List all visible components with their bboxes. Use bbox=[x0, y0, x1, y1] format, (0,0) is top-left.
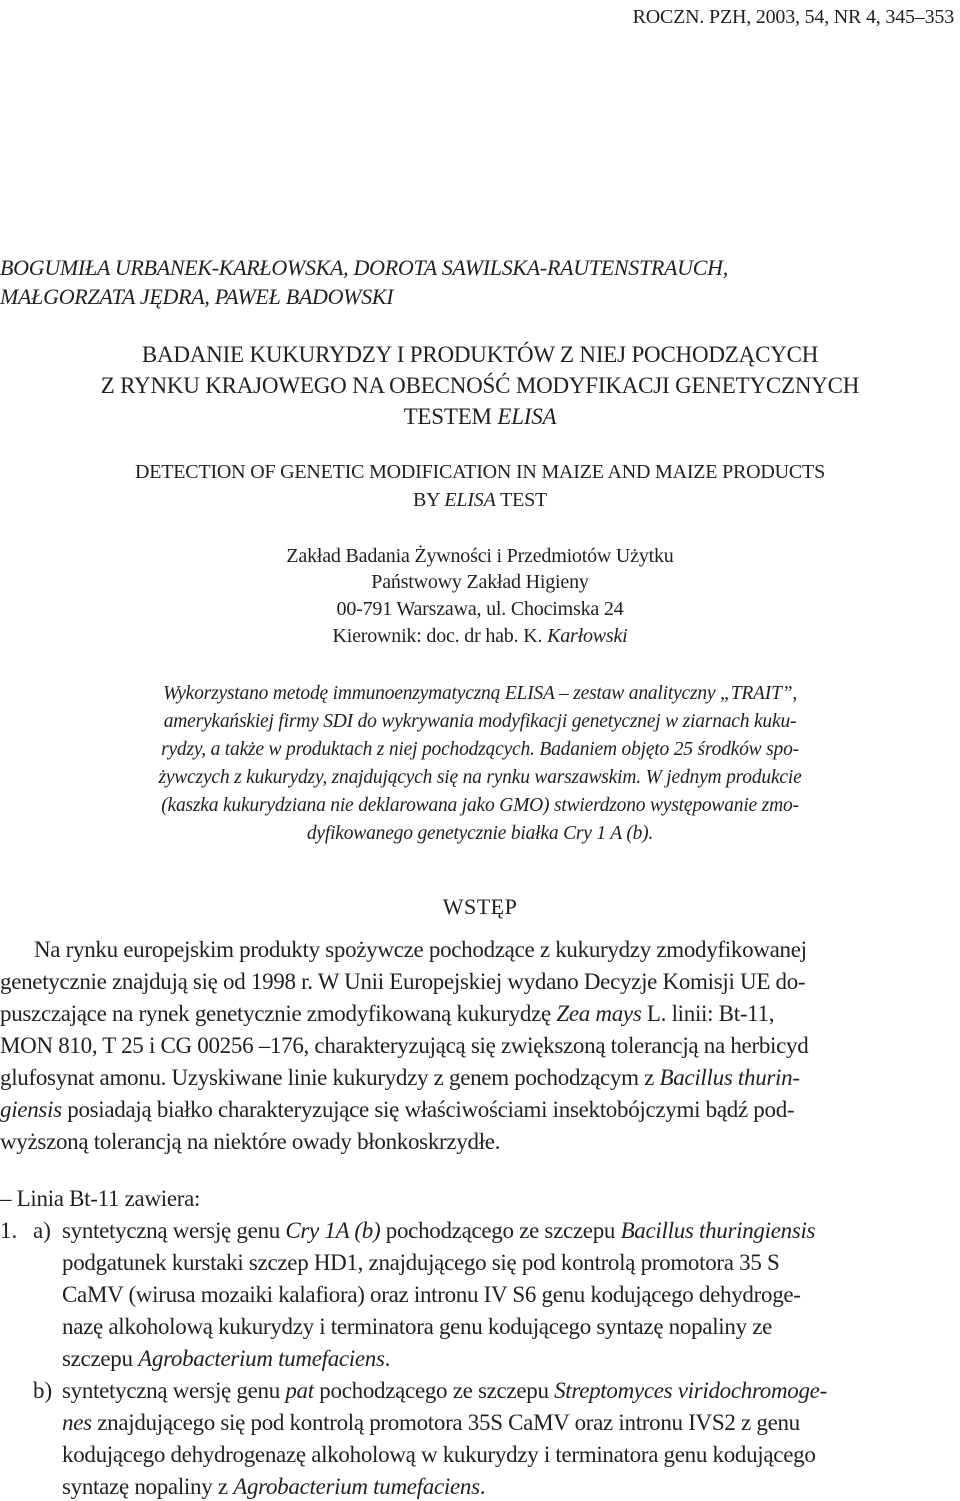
abstract-line-1: Wykorzystano metodę immunoenzymatyczną ELISA – zestaw analityczny „TRAIT”, bbox=[162, 683, 798, 704]
list-b-2b: znajdującego się pod kontrolą promotora 35S CaMV oraz intronu IVS2 z genu bbox=[91, 1410, 800, 1435]
intro-line-5 bbox=[0, 1065, 800, 1091]
authors-line-1: BOGUMIŁA URBANEK-KARŁOWSKA, DOROTA SAWILSKA-RAUTENSTRAUCH, bbox=[0, 255, 728, 280]
list-intro: – Linia Bt-11 zawiera: bbox=[0, 1186, 201, 1211]
list-a-line-4: nazę alkoholową kukurydzy i terminatora genu kodującego syntazę nopaliny ze bbox=[62, 1314, 773, 1339]
title-en-by: BY bbox=[412, 489, 445, 511]
list-b-pat: pat bbox=[285, 1378, 314, 1403]
abstract-line-6: dyfikowanego genetycznie białka Cry 1 A (b). bbox=[306, 823, 654, 844]
list-a-1b: pochodzącego ze szczepu bbox=[380, 1218, 621, 1243]
list-b-streptomyces: Streptomyces viridochromoge- bbox=[554, 1378, 827, 1403]
abstract-line-3: rydzy, a także w produktach z niej pochodzących. Badaniem objęto 25 środków spo- bbox=[161, 739, 799, 760]
affiliation-head-name: Karłowski bbox=[547, 625, 628, 647]
list-item-a-label: a) bbox=[33, 1218, 51, 1243]
intro-line-6b: posiadają białko charakteryzujące się właściwościami insektobójczymi bądź pod- bbox=[61, 1097, 795, 1122]
list-b-line-2 bbox=[62, 1410, 800, 1436]
intro-line-4: MON 810, T 25 i CG 00256 –176, charakteryzującą się zwiększoną tolerancją na herbicyd bbox=[0, 1033, 809, 1058]
list-a-line-2: podgatunek kurstaki szczep HD1, znajdującego się pod kontrolą promotora 35 S bbox=[62, 1250, 780, 1275]
title-en-line-1: DETECTION OF GENETIC MODIFICATION IN MAIZE AND MAIZE PRODUCTS bbox=[135, 461, 825, 483]
list-a-5a: szczepu bbox=[62, 1346, 139, 1371]
affiliation-head-prefix: Kierownik: doc. dr hab. K. bbox=[332, 625, 548, 647]
list-b-1a: syntetyczną wersję genu bbox=[62, 1378, 286, 1403]
list-b-4b: . bbox=[479, 1474, 486, 1499]
list-number: 1. bbox=[0, 1218, 18, 1243]
abstract-line-4: żywczych z kukurydzy, znajdujących się na rynku warszawskim. W jednym produkcie bbox=[158, 767, 802, 788]
list-a-line-5 bbox=[62, 1346, 390, 1372]
title-pl-line-3 bbox=[0, 404, 960, 430]
intro-line-6 bbox=[0, 1097, 794, 1123]
intro-line-3a: puszczające na rynek genetycznie zmodyfikowaną kukurydzę bbox=[0, 1001, 557, 1026]
title-pl-elisa: ELISA bbox=[497, 404, 557, 429]
title-pl-line-1: BADANIE KUKURYDZY I PRODUKTÓW Z NIEJ POCHODZĄCYCH bbox=[141, 342, 819, 367]
list-item-b-label: b) bbox=[33, 1378, 53, 1403]
section-title-wstep: WSTĘP bbox=[442, 894, 518, 919]
abstract-line-2: amerykańskiej firmy SDI do wykrywania modyfikacji genetycznej w ziarnach kuku- bbox=[163, 711, 797, 732]
intro-line-7: wyższoną tolerancją na niektóre owady błonkoskrzydłe. bbox=[0, 1129, 501, 1154]
list-a-1a: syntetyczną wersję genu bbox=[62, 1218, 286, 1243]
title-en-line-2 bbox=[0, 489, 960, 512]
list-b-line-4 bbox=[62, 1474, 485, 1500]
list-b-nes: nes bbox=[62, 1410, 92, 1435]
intro-giensis: giensis bbox=[0, 1097, 62, 1122]
intro-line-5a: glufosynat amonu. Uzyskiwane linie kukurydzy z genem pochodzącym z bbox=[0, 1065, 660, 1090]
authors-line-2: MAŁGORZATA JĘDRA, PAWEŁ BADOWSKI bbox=[0, 284, 394, 309]
intro-line-3b: L. linii: Bt-11, bbox=[641, 1001, 775, 1026]
affiliation-address: 00-791 Warszawa, ul. Chocimska 24 bbox=[336, 598, 624, 620]
list-b-line-3: kodującego dehydrogenazę alkoholową w kukurydzy i terminatora genu kodującego bbox=[62, 1442, 816, 1467]
journal-citation: ROCZN. PZH, 2003, 54, NR 4, 345–353 bbox=[632, 6, 954, 28]
list-b-line-1 bbox=[62, 1378, 827, 1404]
list-a-line-3: CaMV (wirusa mozaiki kalafiora) oraz intronu IV S6 genu kodującego dehydroge- bbox=[62, 1282, 801, 1307]
intro-zea-mays: Zea mays bbox=[556, 1001, 642, 1026]
intro-bacillus: Bacillus thurin- bbox=[659, 1065, 800, 1090]
title-en-elisa: ELISA bbox=[444, 489, 496, 511]
list-a-bacillus: Bacillus thuringiensis bbox=[620, 1218, 816, 1243]
list-b-4a: syntazę nopaliny z bbox=[62, 1474, 234, 1499]
affiliation-department: Zakład Badania Żywności i Przedmiotów Użytku bbox=[286, 545, 674, 567]
intro-line-1: Na rynku europejskim produkty spożywcze pochodzące z kukurydzy zmodyfikowanej bbox=[34, 937, 807, 962]
title-en-test: TEST bbox=[495, 489, 548, 511]
list-a-agrobacterium: Agrobacterium tumefaciens bbox=[138, 1346, 385, 1371]
affiliation-institute: Państwowy Zakład Higieny bbox=[371, 571, 589, 593]
list-b-1b: pochodzącego ze szczepu bbox=[313, 1378, 555, 1403]
list-a-cry: Cry 1A (b) bbox=[285, 1218, 381, 1243]
affiliation-head bbox=[0, 625, 960, 648]
abstract-line-5: (kaszka kukurydziana nie deklarowana jako GMO) stwierdzono występowanie zmo- bbox=[161, 795, 799, 816]
list-a-5b: . bbox=[384, 1346, 391, 1371]
list-b-agrobacterium: Agrobacterium tumefaciens bbox=[233, 1474, 480, 1499]
list-a-line-1 bbox=[62, 1218, 815, 1244]
intro-line-2: genetycznie znajdują się od 1998 r. W Unii Europejskiej wydano Decyzje Komisji UE do- bbox=[0, 969, 806, 994]
intro-line-3 bbox=[0, 1001, 774, 1027]
title-pl-line-2: Z RYNKU KRAJOWEGO NA OBECNOŚĆ MODYFIKACJI GENETYCZNYCH bbox=[100, 373, 860, 398]
title-pl-testem: TESTEM bbox=[403, 404, 498, 429]
